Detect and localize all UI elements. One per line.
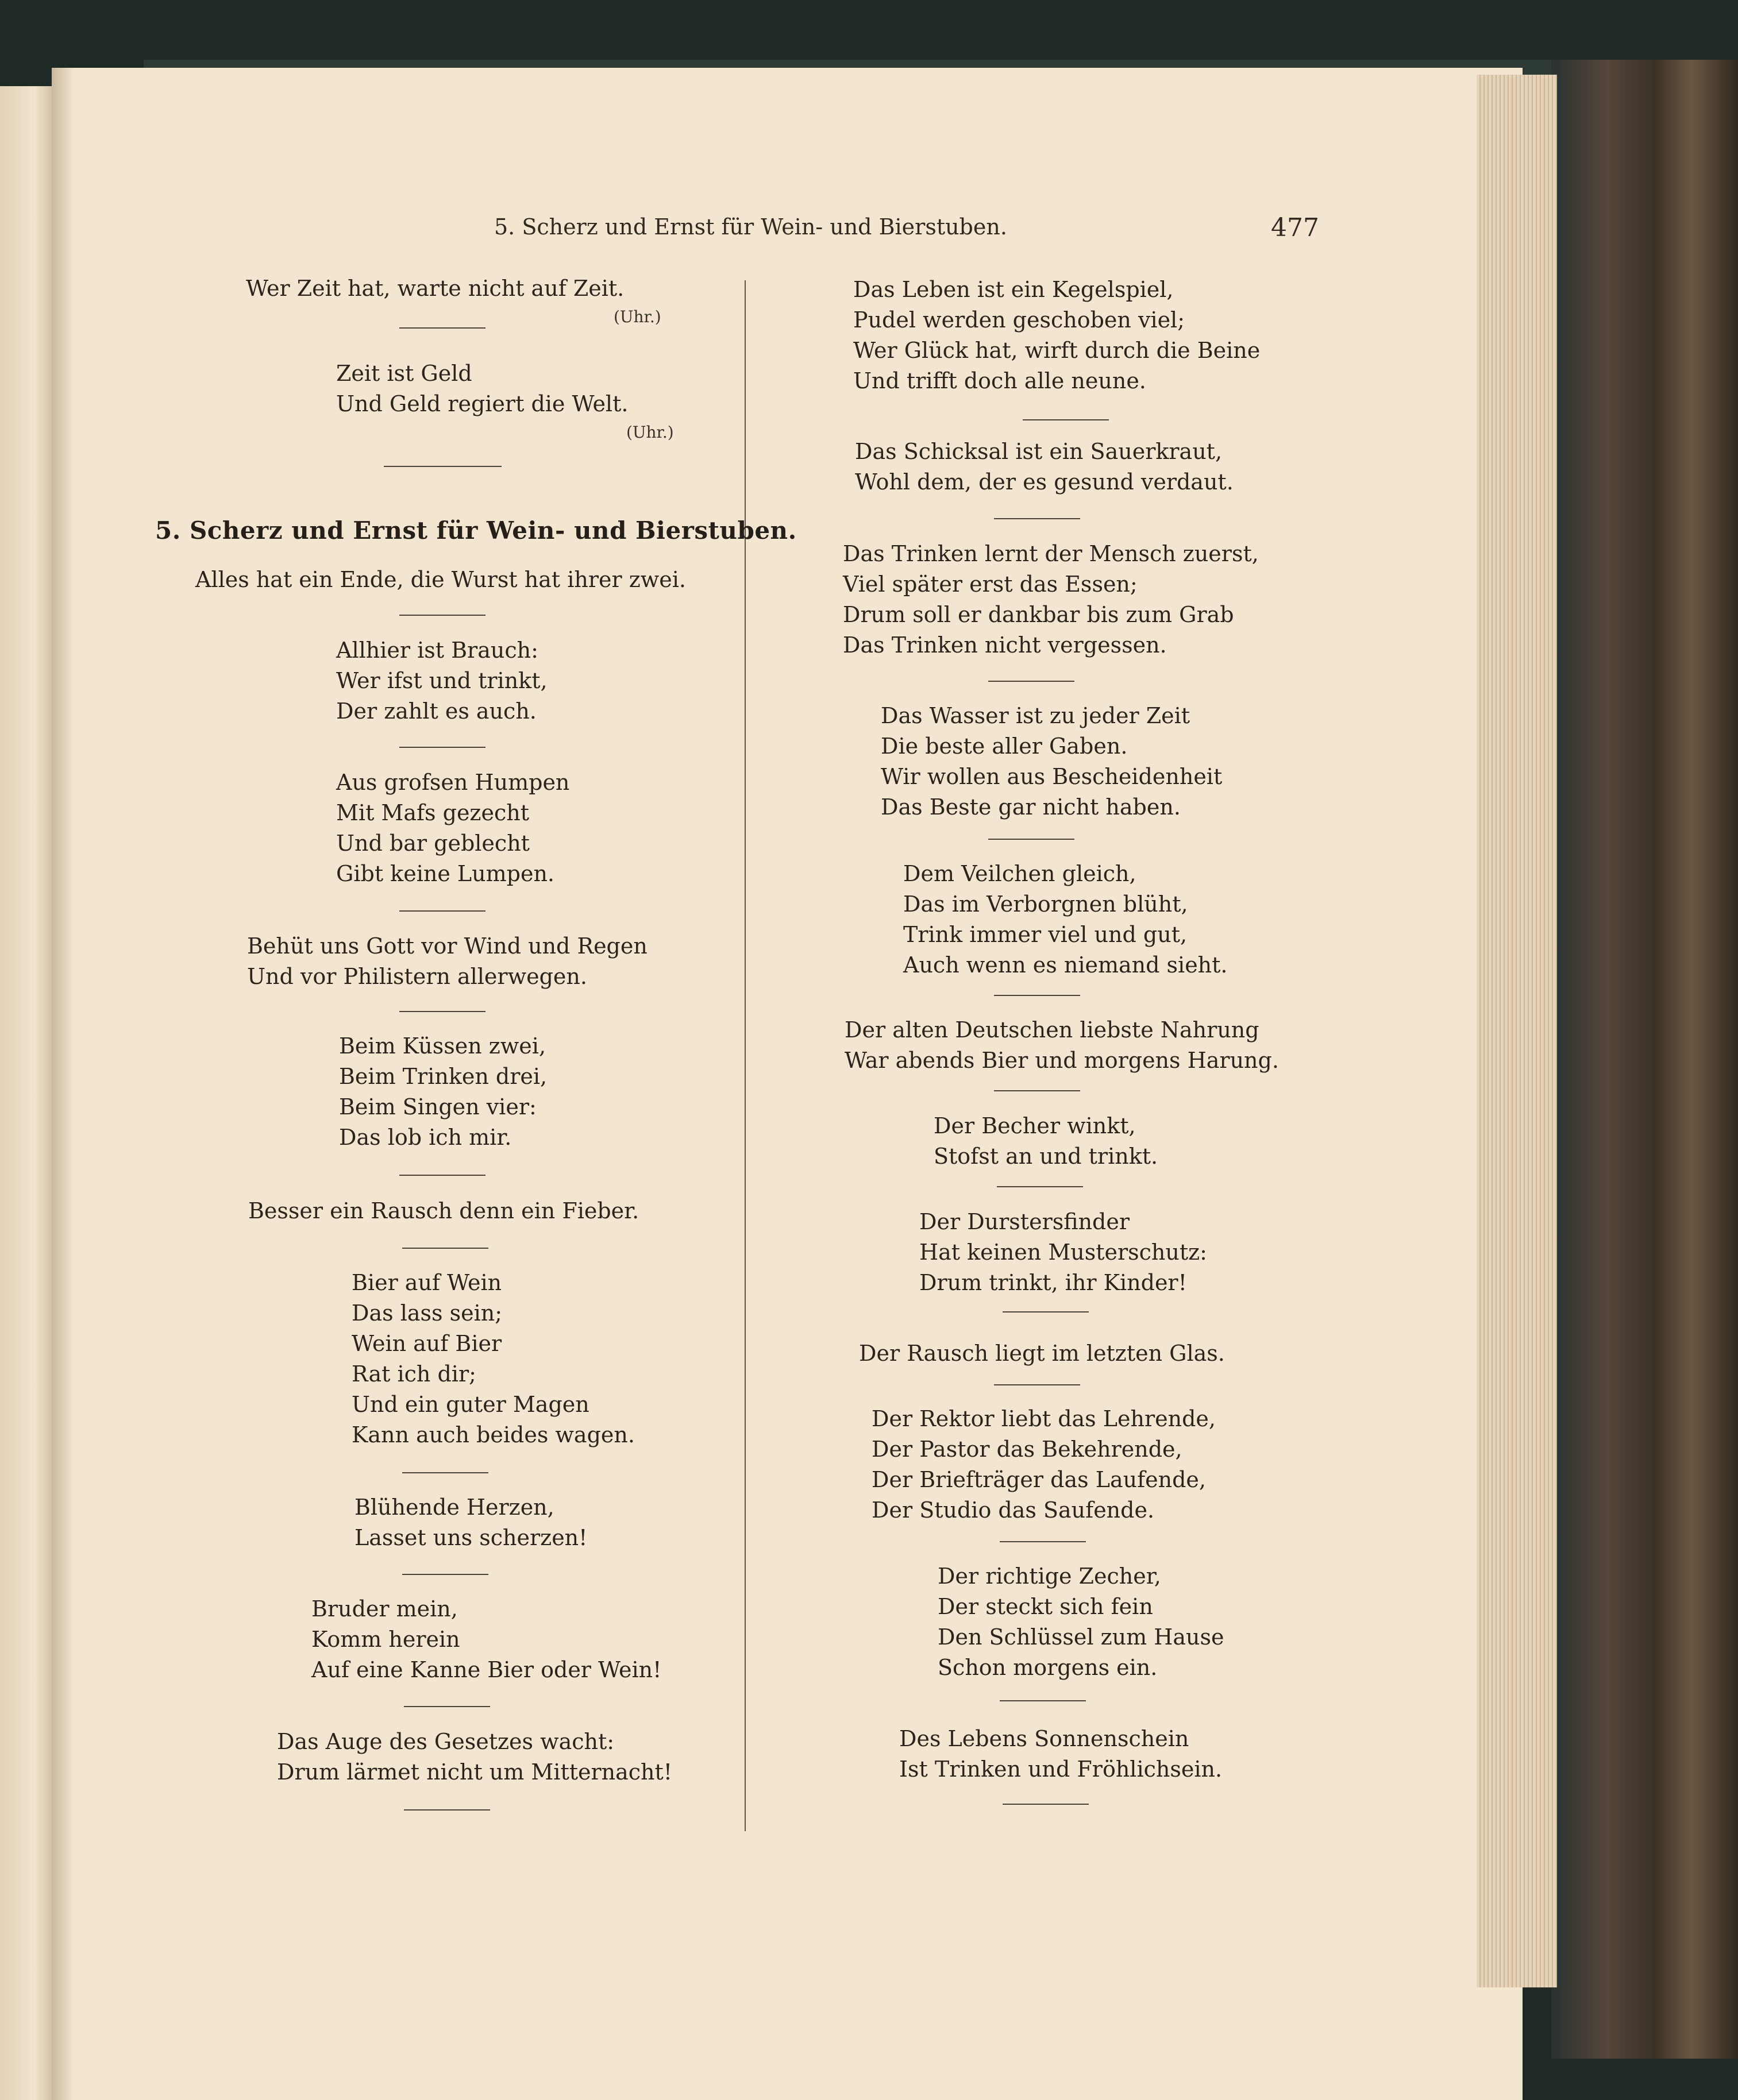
verse-line: Der Studio das Saufende. <box>872 1497 1155 1523</box>
separator-rule <box>997 1186 1083 1187</box>
verse-line: Der zahlt es auch. <box>336 698 537 724</box>
verse-line: Aus grofsen Humpen <box>336 770 570 795</box>
verse-line: Hat keinen Musterschutz: <box>919 1240 1207 1265</box>
verse-line: Und vor Philistern allerwegen. <box>247 964 587 989</box>
verse-line: Rat ich dir; <box>352 1361 476 1387</box>
verse <box>938 1561 1224 1683</box>
verse-line: Das lob ich mir. <box>339 1125 512 1150</box>
separator-rule <box>994 995 1080 996</box>
verse-top <box>246 273 624 304</box>
verse-line: Besser ein Rausch denn ein Fieber. <box>248 1198 639 1223</box>
verse <box>855 437 1234 497</box>
verse-line: Behüt uns Gott vor Wind und Regen <box>247 933 648 959</box>
verse-line: Allhier ist Brauch: <box>336 638 538 663</box>
verse <box>881 701 1222 823</box>
book-cover-spine <box>1551 60 1738 2059</box>
verse-line: Das im Verborgnen blüht, <box>903 891 1188 917</box>
verse-line: Des Lebens Sonnenschein <box>899 1726 1189 1751</box>
separator-rule <box>1000 1700 1086 1701</box>
verse <box>311 1594 661 1685</box>
verse <box>248 1196 639 1226</box>
verse-line: Beim Singen vier: <box>339 1094 537 1120</box>
verse-line: War abends Bier und morgens Harung. <box>845 1048 1279 1073</box>
verse-line: Gibt keine Lumpen. <box>336 861 554 886</box>
verse-zeit-geld <box>336 358 628 419</box>
separator-rule <box>399 327 485 329</box>
verse <box>336 635 548 727</box>
verse-line: Kann auch beides wagen. <box>352 1422 635 1447</box>
verse-line: Stofst an und trinkt. <box>934 1144 1158 1169</box>
verse-line: Beim Trinken drei, <box>339 1064 548 1089</box>
verse-line: Das lass sein; <box>352 1300 503 1326</box>
verse-line: Der steckt sich fein <box>938 1594 1153 1619</box>
verse-line: Bier auf Wein <box>352 1270 502 1295</box>
verse-line: Das Auge des Gesetzes wacht: <box>277 1729 615 1754</box>
verse-line: Drum soll er dankbar bis zum Grab <box>843 602 1234 627</box>
verse-line: Der Becher winkt, <box>934 1113 1136 1138</box>
verse-line: Wein auf Bier <box>352 1331 502 1356</box>
column-divider <box>745 280 746 1831</box>
separator-rule <box>1023 419 1109 420</box>
separator-rule <box>988 839 1074 840</box>
facing-page-edge <box>0 86 57 2100</box>
verse-line: Das Trinken nicht vergessen. <box>843 632 1167 658</box>
separator-rule <box>1003 1804 1089 1805</box>
separator-rule <box>402 1248 488 1249</box>
verse-line: Die beste aller Gaben. <box>881 734 1128 759</box>
source-note: (Uhr.) <box>626 423 674 442</box>
verse <box>195 565 686 595</box>
verse <box>903 859 1228 980</box>
verse-line: Der Durstersfinder <box>919 1209 1130 1234</box>
verse-line: Das Wasser ist zu jeder Zeit <box>881 703 1190 728</box>
verse-line: Dem Veilchen gleich, <box>903 861 1136 886</box>
verse-line: Wer Zeit hat, warte nicht auf Zeit. <box>246 276 625 301</box>
separator-rule <box>399 910 485 912</box>
separator-rule <box>402 1472 488 1473</box>
verse-line: Pudel werden geschoben viel; <box>853 307 1185 333</box>
verse <box>843 539 1259 661</box>
running-header: 5. Scherz und Ernst für Wein- und Bierstuben. <box>494 214 1007 240</box>
source-note: (Uhr.) <box>614 307 661 326</box>
separator-rule <box>399 615 485 616</box>
verse <box>352 1268 635 1450</box>
verse-line: Mit Mafs gezecht <box>336 800 529 825</box>
verse-line: Der Rektor liebt das Lehrende, <box>872 1406 1216 1431</box>
verse-line: Drum trinkt, ihr Kinder! <box>919 1270 1187 1295</box>
verse-line: Wer ifst und trinkt, <box>336 668 548 693</box>
verse-line: Und trifft doch alle neune. <box>853 368 1146 393</box>
verse-line: Schon morgens ein. <box>938 1655 1158 1680</box>
verse-line: Beim Küssen zwei, <box>339 1033 546 1059</box>
verse-line: Das Trinken lernt der Mensch zuerst, <box>843 541 1259 566</box>
separator-rule <box>404 1706 490 1707</box>
verse-line: Alles hat ein Ende, die Wurst hat ihrer zwei. <box>195 567 686 592</box>
separator-rule <box>1003 1311 1089 1312</box>
verse <box>859 1338 1225 1369</box>
verse-line: Trink immer viel und gut, <box>903 922 1188 947</box>
verse-line: Das Leben ist ein Kegelspiel, <box>853 277 1174 302</box>
verse-line: Und bar geblecht <box>336 831 530 856</box>
verse-line: Ist Trinken und Fröhlichsein. <box>899 1757 1223 1782</box>
verse-line: Auf eine Kanne Bier oder Wein! <box>311 1657 662 1682</box>
verse-line: Den Schlüssel zum Hause <box>938 1624 1224 1650</box>
verse-line: Das Beste gar nicht haben. <box>881 794 1181 820</box>
verse-line: Lasset uns scherzen! <box>354 1525 588 1550</box>
verse <box>853 275 1260 396</box>
verse-line: Blühende Herzen, <box>354 1495 554 1520</box>
verse-line: Der alten Deutschen liebste Nahrung <box>845 1017 1259 1043</box>
gutter-shadow <box>52 68 75 2100</box>
verse <box>339 1031 547 1153</box>
verse <box>336 767 569 889</box>
section-heading: 5. Scherz und Ernst für Wein- und Bierstuben. <box>155 516 797 545</box>
verse <box>899 1724 1222 1785</box>
separator-rule <box>994 1384 1080 1385</box>
page-stack-edge <box>1477 75 1557 1987</box>
verse-line: Komm herein <box>311 1627 460 1652</box>
separator-rule <box>399 1175 485 1176</box>
verse-line: Und ein guter Magen <box>352 1392 589 1417</box>
separator-rule <box>994 518 1080 519</box>
verse-line: Der Briefträger das Laufende, <box>872 1467 1206 1492</box>
verse <box>845 1015 1279 1076</box>
separator-rule <box>1000 1541 1086 1542</box>
verse-line: Drum lärmet nicht um Mitternacht! <box>277 1759 673 1785</box>
page-number: 477 <box>1271 213 1319 242</box>
verse <box>247 931 648 992</box>
verse-line: Zeit ist Geld <box>336 361 472 386</box>
verse-line: Wer Glück hat, wirft durch die Beine <box>853 338 1261 363</box>
verse-line: Der Pastor das Bekehrende, <box>872 1437 1182 1462</box>
verse <box>934 1111 1158 1172</box>
verse <box>919 1207 1207 1298</box>
verse-line: Wohl dem, der es gesund verdaut. <box>855 469 1234 495</box>
verse-line: Bruder mein, <box>311 1596 458 1622</box>
verse-line: Und Geld regiert die Welt. <box>336 391 629 416</box>
verse <box>354 1492 587 1553</box>
verse <box>872 1404 1216 1526</box>
separator-rule <box>994 1090 1080 1091</box>
verse-line: Der Rausch liegt im letzten Glas. <box>859 1341 1225 1366</box>
verse-line: Viel später erst das Essen; <box>843 572 1138 597</box>
page <box>52 68 1523 2100</box>
verse-line: Auch wenn es niemand sieht. <box>903 952 1228 978</box>
verse-line: Der richtige Zecher, <box>938 1564 1161 1589</box>
verse-line: Wir wollen aus Bescheidenheit <box>881 764 1223 789</box>
separator-rule <box>399 1011 485 1012</box>
separator-rule <box>402 1574 488 1575</box>
separator-rule <box>384 466 502 467</box>
separator-rule <box>399 747 485 748</box>
verse <box>277 1727 672 1788</box>
verse-line: Das Schicksal ist ein Sauerkraut, <box>855 439 1223 464</box>
separator-rule <box>988 681 1074 682</box>
separator-rule <box>404 1809 490 1811</box>
